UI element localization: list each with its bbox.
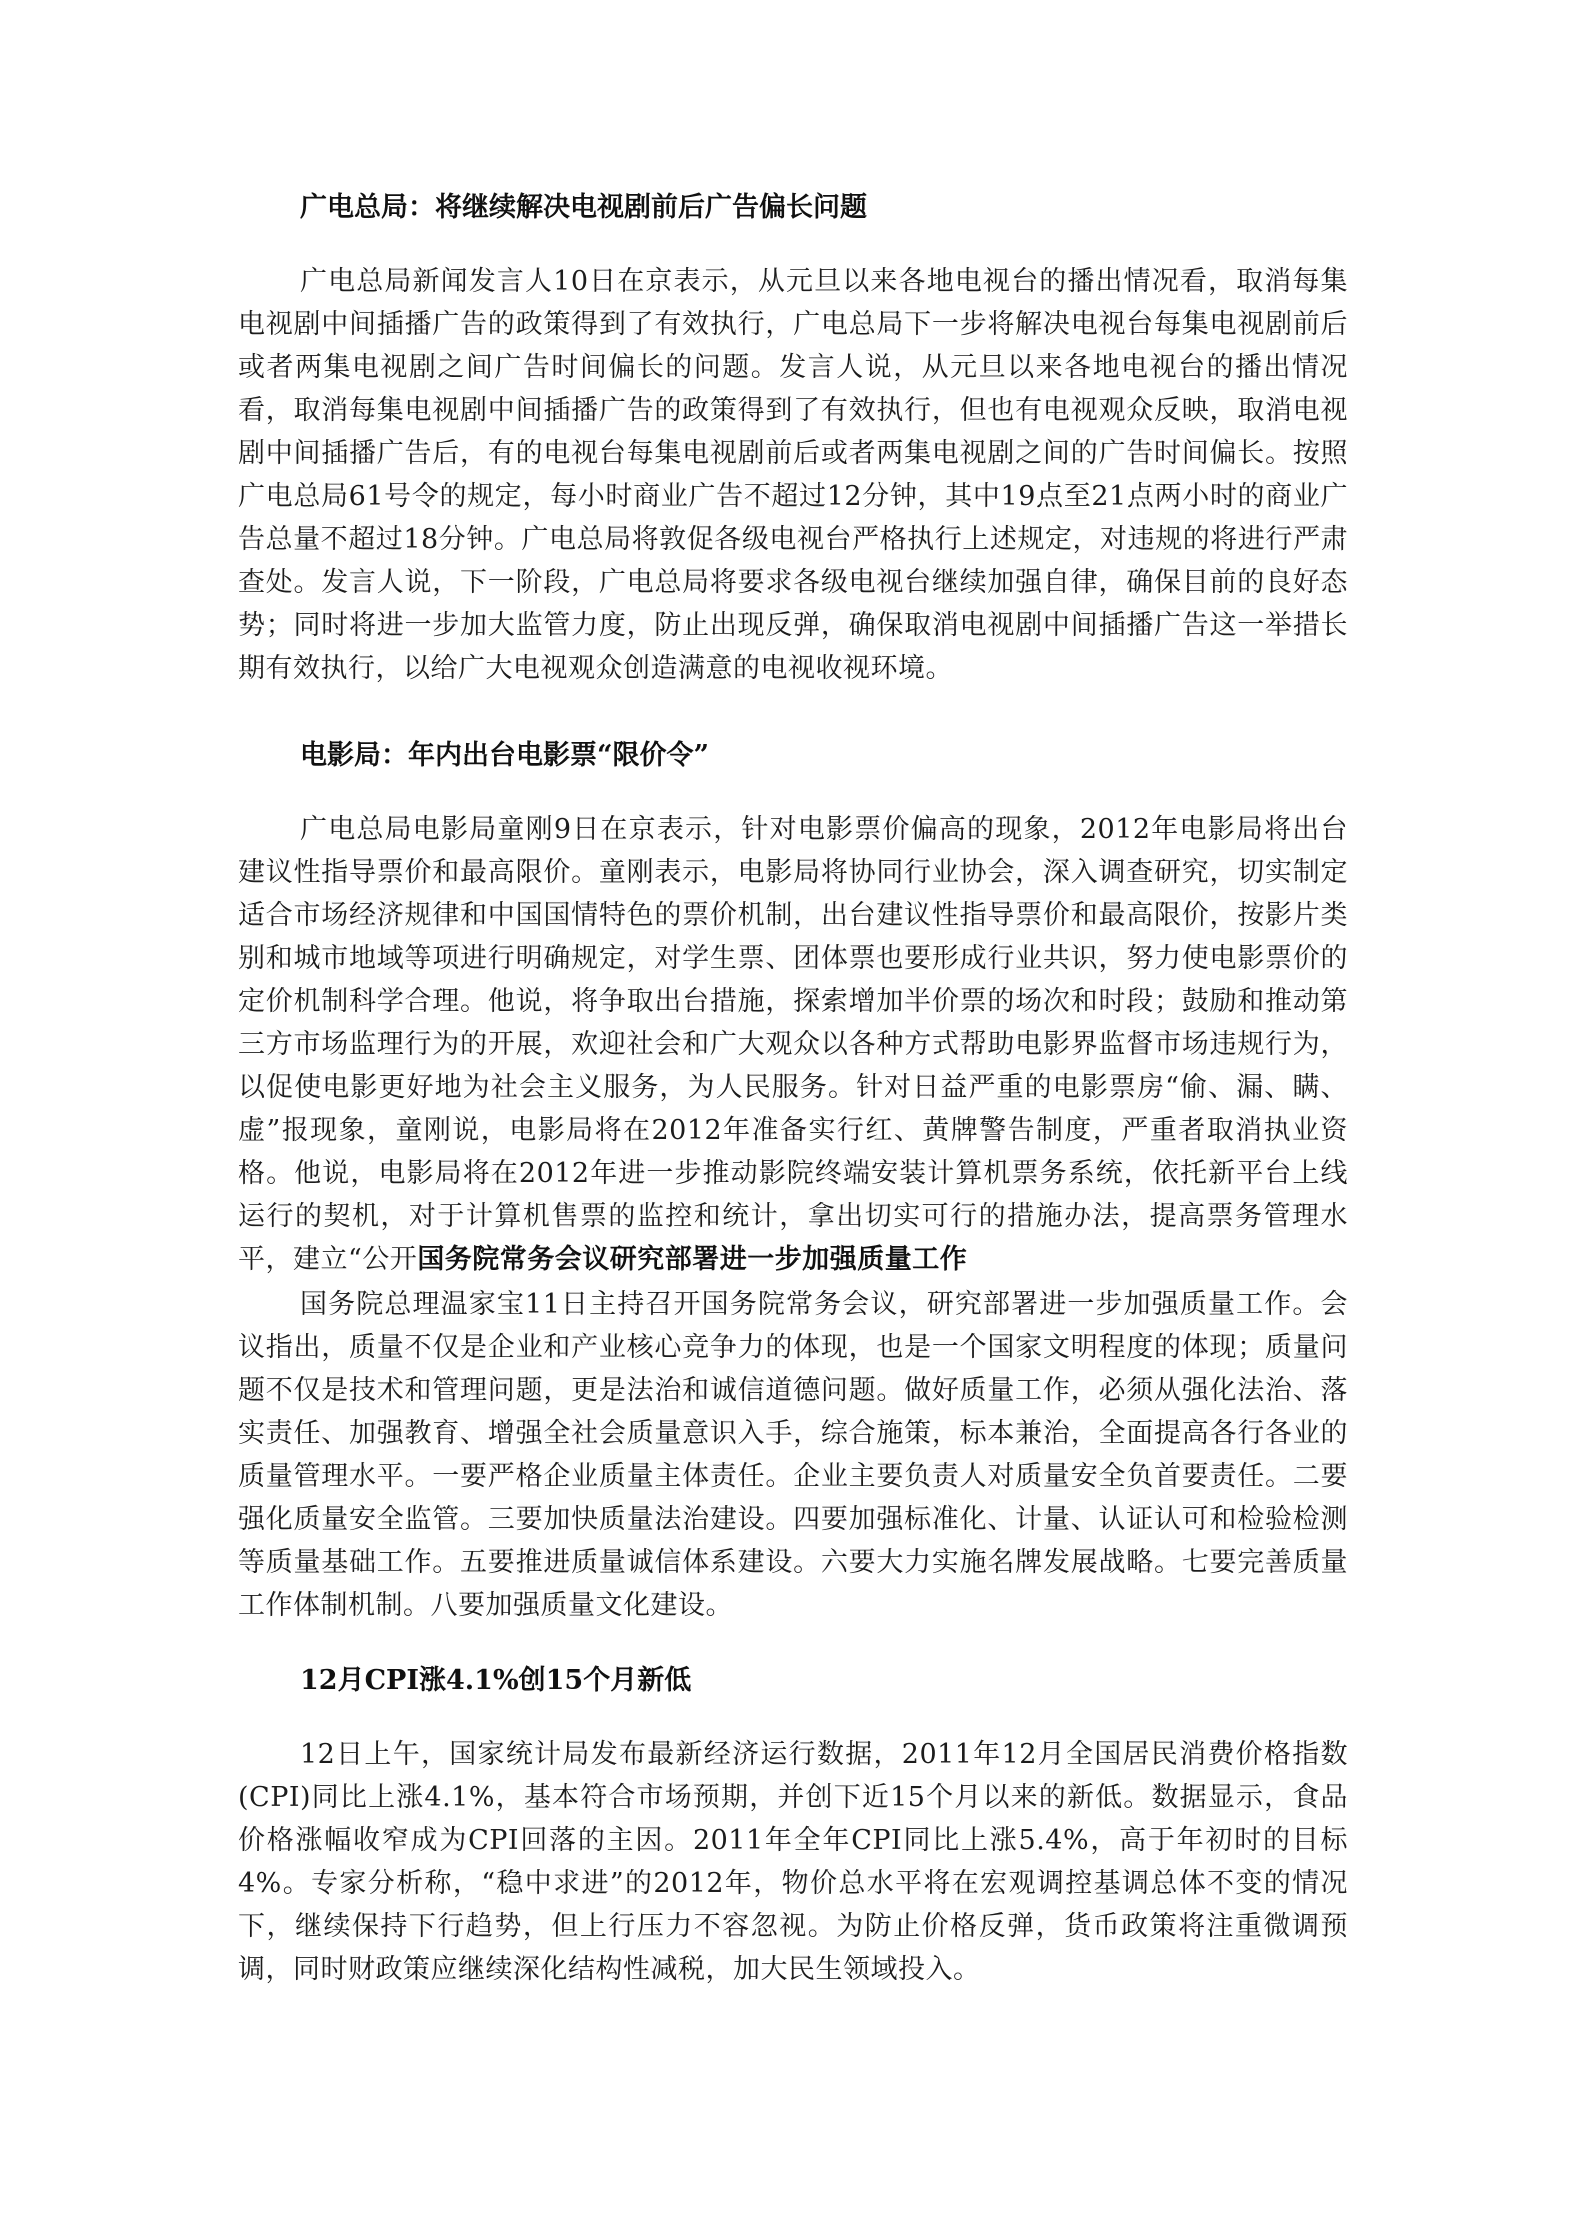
article-film-ticket-price [238,738,1348,1281]
article-body-text: 广电总局电影局童刚9日在京表示，针对电影票价偏高的现象，2012年电影局将出台建议性指导票价和最高限价。童刚表示，电影局将协同行业协会，深入调查研究，切实制定适合市场经济规律和中国国情特色的票价机制，出台建议性指导票价和最高限价，按影片类别和城市地域等项进行明确规定，对学生票、团体票也要形成行业共识，努力使电影票价的定价机制科学合理。他说，将争取出台措施，探索增加半价票的场次和时段；鼓励和推动第三方市场监理行为的开展，欢迎社会和广大观众以各种方式帮助电影界监督市场违规行为，以促使电影更好地为社会主义服务，为人民服务。针对日益严重的电影票房“偷、漏、瞒、虚”报现象，童刚说，电影局将在2012年准备实行红、黄牌警告制度，严重者取消执业资格。他说，电影局将在2012年进一步推动影院终端安装计算机票务系统，依托新平台上线运行的契机，对于计算机售票的监控和统计，拿出切实可行的措施办法，提高票务管理水平，建立“公开 [238,814,1348,1275]
article-body: 国务院总理温家宝11日主持召开国务院常务会议，研究部署进一步加强质量工作。会议指出，质量不仅是企业和产业核心竞争力的体现，也是一个国家文明程度的体现；质量问题不仅是技术和管理问题，更是法治和诚信道德问题。做好质量工作，必须从强化法治、落实责任、加强教育、增强全社会质量意识入手，综合施策，标本兼治，全面提高各行各业的质量管理水平。一要严格企业质量主体责任。企业主要负责人对质量安全负首要责任。二要强化质量安全监管。三要加快质量法治建设。四要加强标准化、计量、认证认可和检验检测等质量基础工作。五要推进质量诚信体系建设。六要大力实施名牌发展战略。七要完善质量工作体制机制。八要加强质量文化建设。 [238,1289,1348,1621]
article-cpi [238,1663,1348,1991]
article-tv-advertising [238,190,1348,690]
inline-article-title: 国务院常务会议研究部署进一步加强质量工作 [417,1244,968,1275]
article-body [238,808,1348,1281]
article-title: 广电总局：将继续解决电视剧前后广告偏长问题 [300,192,867,223]
article-title: 电影局：年内出台电影票“限价令” [300,740,710,771]
article-quality-work [238,1283,1348,1627]
article-body: 广电总局新闻发言人10日在京表示，从元旦以来各地电视台的播出情况看，取消每集电视剧中间插播广告的政策得到了有效执行，广电总局下一步将解决电视台每集电视剧前后或者两集电视剧之间广告时间偏长的问题。发言人说，从元旦以来各地电视台的播出情况看，取消每集电视剧中间插播广告的政策得到了有效执行，但也有电视观众反映，取消电视剧中间插播广告后，有的电视台每集电视剧前后或者两集电视剧之间的广告时间偏长。按照广电总局61号令的规定，每小时商业广告不超过12分钟，其中19点至21点两小时的商业广告总量不超过18分钟。广电总局将敦促各级电视台严格执行上述规定，对违规的将进行严肃查处。发言人说，下一阶段，广电总局将要求各级电视台继续加强自律，确保目前的良好态势；同时将进一步加大监管力度，防止出现反弹，确保取消电视剧中间插播广告这一举措长期有效执行，以给广大电视观众创造满意的电视收视环境。 [238,266,1348,684]
article-title: 12月CPI涨4.1%创15个月新低 [300,1665,692,1696]
article-body: 12日上午，国家统计局发布最新经济运行数据，2011年12月全国居民消费价格指数(CPI)同比上涨4.1%，基本符合市场预期，并创下近15个月以来的新低。数据显示，食品价格涨幅收窄成为CPI回落的主因。2011年全年CPI同比上涨5.4%，高于年初时的目标4%。专家分析称，“稳中求进”的2012年，物价总水平将在宏观调控基调总体不变的情况下，继续保持下行趋势，但上行压力不容忽视。为防止价格反弹，货币政策将注重微调预调，同时财政策应继续深化结构性减税，加大民生领域投入。 [238,1739,1348,1985]
